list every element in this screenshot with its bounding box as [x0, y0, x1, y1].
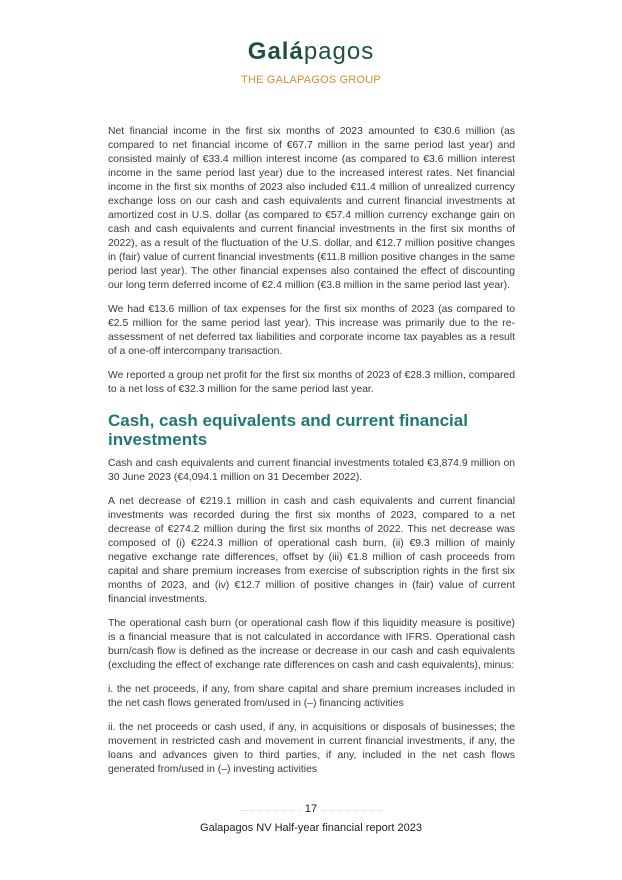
logo-text-light: pagos [303, 38, 375, 65]
paragraph-net-decrease: A net decrease of €219.1 million in cash and cash equivalents and current financial investments was recorded during the first six months of 2023, compared to a net decrease of €274.2 million during the first six months of 2022. This net decrease was composed of (i) €224.3 million of operational cash burn, (ii) €9.3 million of mainly negative exchange rate differences, offset by (iii) €1.8 million of cash proceeds from capital and share premium increases from exercise of subscription rights in the first six months of 2023, and (iv) €12.7 million of positive changes in (fair) value of current financial investments. [108, 496, 515, 605]
paragraph-net-financial-income: Net financial income in the first six months of 2023 amounted to €30.6 million (as compared to net financial income of €67.7 million in the same period last year) and consisted mainly of €33.4 million interest income (as compared to €3.6 million interest income in the same period last year) due to the increased interest rates. Net financial income in the first six months of 2023 also included €11.4 million of unrealized currency exchange loss on our cash and cash equivalents and current financial investments at amortized cost in U.S. dollar (as compared to €57.4 million currency exchange gain on cash and cash equivalents and current financial investments in the first six months of 2022), as a result of the fluctuation of the U.S. dollar, and €12.7 million positive changes in (fair) value of current financial investments (€11.8 million positive changes in the same period last year). The other financial expenses also contained the effect of discounting our long term deferred income of €2.4 million (€3.8 million in the same period last year). [108, 126, 515, 291]
paragraph-cash-total: Cash and cash equivalents and current financial investments totaled €3,874.9 million on 30 June 2023 (€4,094.1 million on 31 December 2022). [108, 458, 515, 483]
paragraph-net-profit: We reported a group net profit for the first six months of 2023 of €28.3 million, compared to a net loss of €32.3 million for the same period last year. [108, 370, 515, 395]
company-logo [0, 38, 622, 66]
logo-text-bold: Galá [247, 38, 304, 65]
group-name: THE GALAPAGOS GROUP [241, 74, 381, 86]
report-title: Galapagos NV Half-year financial report 2023 [200, 822, 422, 834]
page-content [108, 125, 515, 787]
list-item-i: i. the net proceeds, if any, from share capital and share premium increases included in the net cash flows generated from/used in (–) financing activities [108, 684, 515, 709]
page-number [0, 803, 622, 815]
list-item-ii: ii. the net proceeds or cash used, if any, in acquisitions or disposals of businesses; the movement in restricted cash and movement in current financial investments, if any, the loans and advances given to third parties, if any, included in the net cash flows generated from/used in (–) investing activities [108, 722, 515, 775]
section-heading: Cash, cash equivalents and current financial investments [108, 411, 468, 449]
paragraph-tax-expenses: We had €13.6 million of tax expenses for the first six months of 2023 (as compared to €2.5 million for the same period last year). This increase was primarily due to the re-assessment of net deferred tax liabilities and corporate income tax payables as a result of a one-off intercompany transaction. [108, 304, 515, 357]
paragraph-operational-cash-burn: The operational cash burn (or operational cash flow if this liquidity measure is positive) is a financial measure that is not calculated in accordance with IFRS. Operational cash burn/cash flow is defined as the increase or decrease in our cash and cash equivalents (excluding the effect of exchange rate differences on cash and cash equivalents), minus: [108, 618, 515, 671]
page-number-text: 17 [301, 803, 321, 815]
